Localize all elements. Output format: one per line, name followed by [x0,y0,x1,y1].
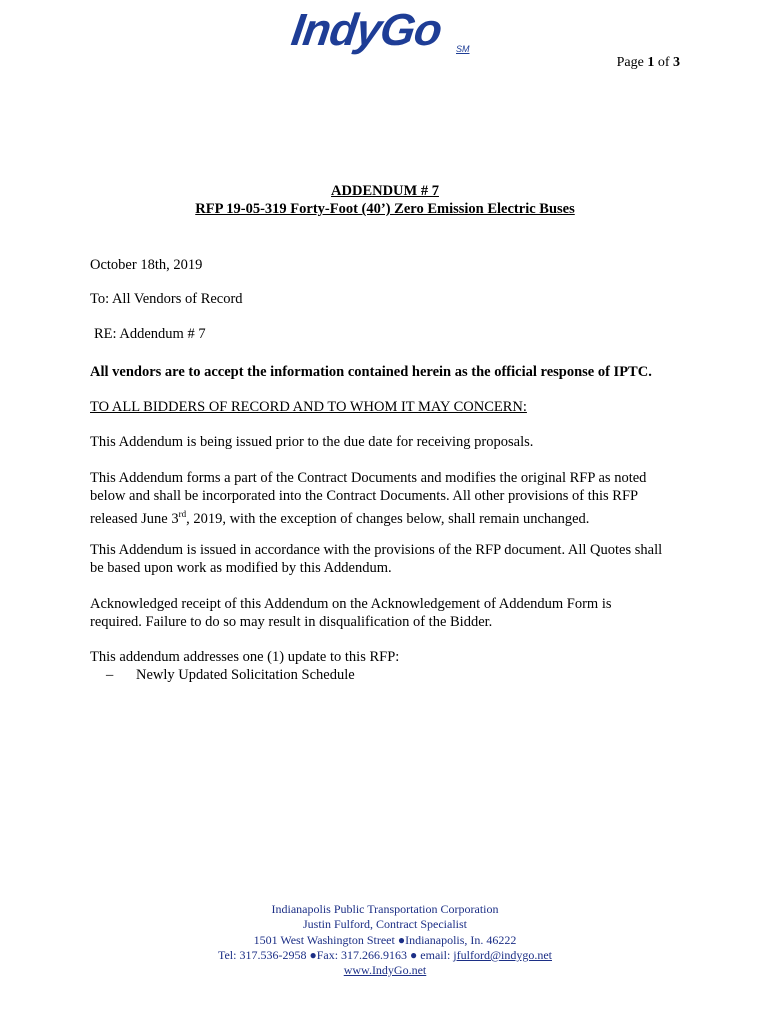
bullet-dash: – [106,667,114,683]
footer-phone-fax-email: Tel: 317.536-2958 ●Fax: 317.266.9163 ● email: jfulford@indygo.net [217,948,552,962]
website-link[interactable]: www.IndyGo.net [343,963,427,977]
subject-line: RE: Addendum # 7 [94,326,206,342]
letter-date: October 18th, 2019 [90,257,203,273]
paragraph-contract-documents: This Addendum forms a part of the Contract Documents and modifies the original RFP as noted below and shall be incorporated into the Contract Documents. All other provisions of this RFP released June 3rd, 2019, with the exception of changes below, shall remain unchanged. [90,470,647,527]
official-notice: All vendors are to accept the information contained herein as the official response of IPTC. [90,364,652,380]
paragraph-acknowledgement: Acknowledged receipt of this Addendum on the Acknowledgement of Addendum Form is required. Failure to do so may result in disqualification of the Bidder. [90,596,612,630]
paragraph-accordance: This Addendum is issued in accordance with the provisions of the RFP document. All Quotes shall be based upon work as modified by this Addendum. [90,542,663,576]
footer-organization: Indianapolis Public Transportation Corporation [271,902,499,916]
footer-website [0,963,770,978]
logo-wordmark: IndyGo [288,4,445,55]
indygo-logo [288,4,478,56]
addendum-title: ADDENDUM # 7 [331,183,439,199]
service-mark: SM [456,44,470,54]
paragraph-issued: This Addendum is being issued prior to the due date for receiving proposals. [90,434,534,450]
footer-address: 1501 West Washington Street ●Indianapolis, In. 46222 [253,933,517,947]
recipient-line: To: All Vendors of Record [90,291,243,307]
list-item-label: Newly Updated Solicitation Schedule [136,667,355,683]
salutation: TO ALL BIDDERS OF RECORD AND TO WHOM IT MAY CONCERN: [90,399,527,415]
page-number: Page 1 of 3 [616,55,680,70]
paragraph-updates: This addendum addresses one (1) update to this RFP: [90,649,400,665]
rfp-title: RFP 19-05-319 Forty-Foot (40’) Zero Emission Electric Buses [195,201,575,217]
footer-contact: Justin Fulford, Contract Specialist [303,917,467,931]
email-link[interactable]: jfulford@indygo.net [453,948,552,962]
list-item [106,666,355,684]
